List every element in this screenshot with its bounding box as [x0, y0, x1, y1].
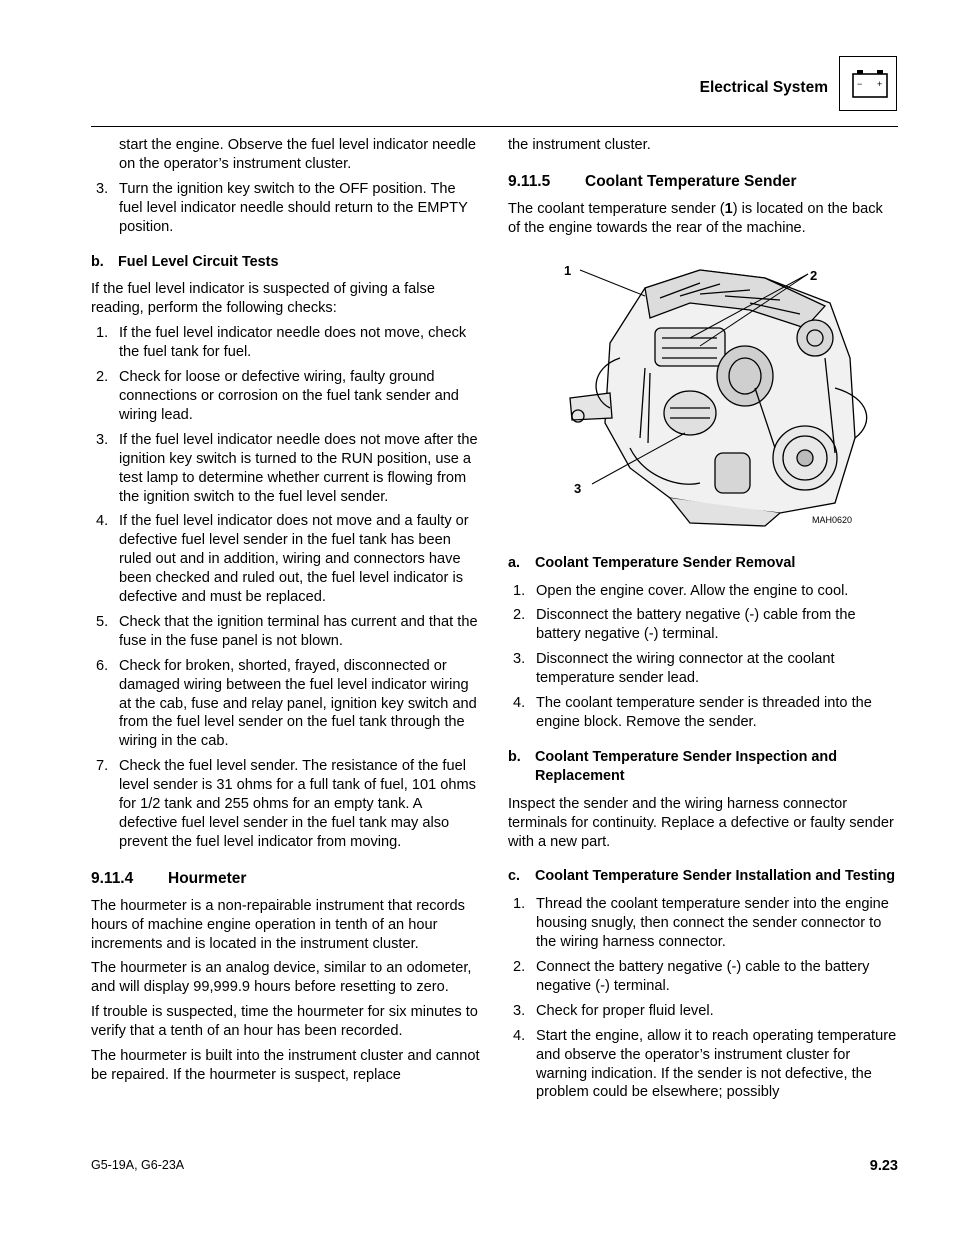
list-item: 4. The coolant temperature sender is threaded into the engine block. Remove the sender. [513, 695, 872, 730]
figure-id: MAH0620 [811, 514, 852, 525]
subsection-heading: b. Coolant Temperature Sender Inspection and Replacement [508, 748, 837, 784]
engine-figure [550, 248, 900, 538]
removal-steps [508, 582, 898, 732]
continued-text: the instrument cluster. [508, 137, 651, 153]
paragraph: The hourmeter is built into the instrument cluster and cannot be repaired. If the hourmeter is suspect, replace [91, 1048, 480, 1083]
footer-models: G5-19A, G6-23A [91, 1158, 185, 1172]
paragraph: The hourmeter is an analog device, similar to an odometer, and will display 99,999.9 hours before resetting to zero. [91, 960, 472, 996]
list-item: 4. If the fuel level indicator does not move and a faulty or defective fuel level sender in the fuel tank has been ruled out and in addition, wiring and connectors have been checked and ruled out, the fuel level indicator is defective and must be replaced. [96, 513, 469, 606]
paragraph: The hourmeter is a non-repairable instrument that records hours of machine engine operation in tenth of an hour increments and is located in the instrument cluster. [91, 897, 465, 952]
callout-3: 3 [574, 480, 582, 496]
list-item: 2. Disconnect the battery negative (-) cable from the battery negative (-) terminal. [513, 607, 856, 643]
list-item [91, 180, 483, 237]
list-item: 5. Check that the ignition terminal has current and that the fuse in the fuse panel is not blown. [96, 613, 478, 649]
paragraph: The coolant temperature sender (1) is located on the back of the engine towards the rear of the machine. [508, 200, 883, 236]
battery-plus-sign: + [877, 79, 883, 89]
battery-minus-sign: − [857, 79, 863, 89]
section-heading: 9.11.5 Coolant Temperature Sender [508, 172, 797, 190]
list-item: 3. Disconnect the wiring connector at the coolant temperature sender lead. [513, 651, 835, 687]
list-item: 6. Check for broken, shorted, frayed, disconnected or damaged wiring between the fuel level indicator wiring at the cab, fuse and relay panel, ignition key switch and from the fuel level sender on the fuel tank through the wiring in the cab. [96, 657, 477, 750]
continued-text: start the engine. Observe the fuel level indicator needle on the operator’s instrument cluster. [119, 137, 476, 172]
subsection-heading: c. Coolant Temperature Sender Installation and Testing [508, 868, 896, 885]
paragraph: Inspect the sender and the wiring harness connector terminals for continuity. Replace a defective or faulty sender with a new part. [508, 795, 894, 850]
list-number: 3. [96, 180, 109, 197]
page-number: 9.23 [869, 1158, 898, 1174]
engine-illustration [550, 248, 900, 538]
section-heading: 9.11.4 Hourmeter [91, 869, 247, 887]
list-item: 4. Start the engine, allow it to reach operating temperature and observe the operator’s instrument cluster for warning indication. If the sender is not defective, the problem could be elsewhere; possibly [513, 1027, 897, 1101]
paragraph: If the fuel level indicator is suspected of giving a false reading, perform the following checks: [91, 281, 435, 317]
list-item: 7. Check the fuel level sender. The resistance of the fuel level sender is 31 ohms for a full tank of fuel, 101 ohms for 1/2 tank and 255 ohms for an empty tank. A defective fuel level sender in the fuel tank may also prevent the fuel level indicator from moving. [96, 758, 476, 850]
list-item: 3. If the fuel level indicator needle does not move after the ignition key switch is turned to the RUN position, use a test lamp to determine whether current is flowing from the ignition switch to the fuel level sender. [96, 431, 478, 505]
list-text: Turn the ignition key switch to the OFF position. The fuel level indicator needle should return to the EMPTY position. [119, 180, 468, 235]
list-item: 3. Check for proper fluid level. [513, 1002, 714, 1019]
callout-1: 1 [564, 262, 572, 278]
leader-line-1 [580, 270, 645, 296]
list-item: 2. Connect the battery negative (-) cable to the battery negative (-) terminal. [513, 959, 870, 994]
section-title: Electrical System [699, 79, 828, 96]
fuel-check-steps-continued [91, 180, 483, 237]
list-item: 1. Thread the coolant temperature sender into the engine housing snugly, then connect the sender connector to the wiring harness connector. [513, 896, 889, 951]
paragraph: If trouble is suspected, time the hourmeter for six minutes to verify that a tenth of an hour has been recorded. [91, 1004, 478, 1040]
subsection-heading: a. Coolant Temperature Sender Removal [508, 554, 796, 571]
list-item: 1. Open the engine cover. Allow the engine to cool. [513, 582, 849, 599]
header-rule [91, 126, 898, 127]
list-item: 1. If the fuel level indicator needle does not move, check the fuel tank for fuel. [96, 325, 467, 361]
left-column [91, 136, 483, 1091]
battery-icon [839, 56, 897, 111]
right-column [508, 136, 898, 1110]
fuel-test-list [91, 324, 483, 852]
subsection-heading: b. Fuel Level Circuit Tests [91, 253, 279, 270]
list-item: 2. Check for loose or defective wiring, faulty ground connections or corrosion on the fuel tank sender and wiring lead. [96, 369, 459, 423]
callout-2: 2 [810, 267, 818, 283]
installation-steps [508, 895, 898, 1102]
